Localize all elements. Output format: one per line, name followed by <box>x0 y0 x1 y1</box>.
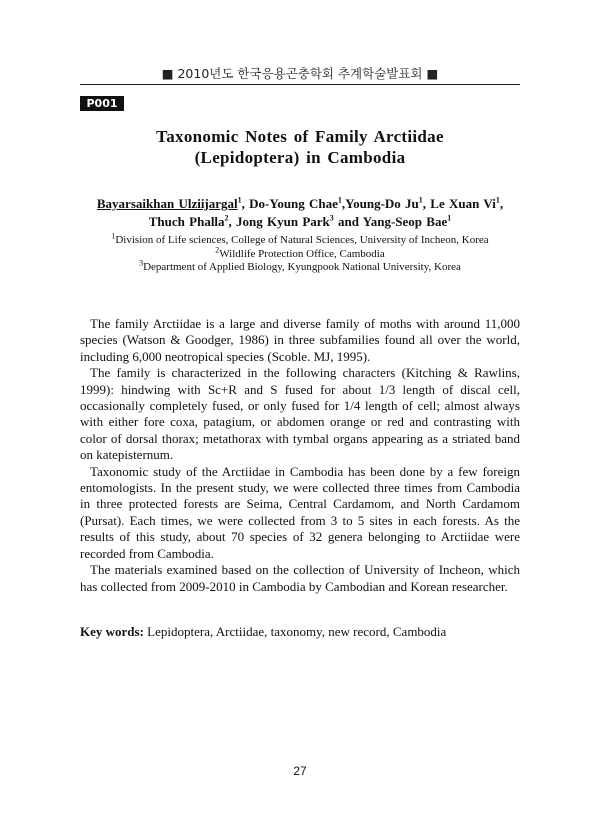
author-name: Thuch Phalla <box>148 214 225 229</box>
affiliation-item <box>80 244 520 262</box>
author-name: Bayarsaikhan Ulziijargal <box>96 196 238 211</box>
author-separator: , <box>341 196 346 211</box>
affiliation-mark: 2 <box>215 244 220 254</box>
affiliation-item <box>80 231 520 248</box>
affiliation-item <box>80 258 520 275</box>
title-line-1: Taxonomic Notes of Family Arctiidae <box>156 127 444 146</box>
author-list <box>80 195 520 231</box>
author-name: Young-Do Ju <box>345 196 419 211</box>
affiliation-mark: 1 <box>111 231 116 241</box>
author-affil-mark: 1 <box>495 195 500 205</box>
author-separator: , <box>241 196 250 211</box>
author-name: Do-Young Chae <box>249 196 338 211</box>
conference-header: ■ 2010년도 한국응용곤충학회 추계학술발표회 ■ <box>161 66 439 81</box>
author-line-2 <box>80 213 520 231</box>
author-separator: , <box>228 214 237 229</box>
author-line-1 <box>80 195 520 213</box>
author-affil-mark: 1 <box>237 195 242 205</box>
author-affil-mark: 2 <box>224 213 229 223</box>
author-affil-mark: 1 <box>418 195 423 205</box>
keywords-text: Lepidoptera, Arctiidae, taxonomy, new record, Cambodia <box>143 624 447 639</box>
poster-id-badge: P001 <box>80 96 124 111</box>
abstract-paragraph: The materials examined based on the collection of University of Incheon, which has collected from 2009-2010 in Cambodia by Cambodian and Korean researcher. <box>80 562 520 594</box>
abstract-paragraph: The family is characterized in the following characters (Kitching & Rawlins, 1999): hindwing with Sc+R and S fused for about 1/3 length of discal cell, occasionally completely fused, or only fused for 1/4 length of cell; almost always with either fore coxa, patagium, or abdomen orange or red and contrasting with color of dorsal thorax; metathorax with tymbal organs appearing as a striated band on katepisternum. <box>80 365 520 463</box>
author-name: Jong Kyun Park <box>236 214 330 229</box>
author-name: Le Xuan Vi <box>430 196 496 211</box>
author-name: Yang-Seop Bae <box>362 214 448 229</box>
author-affil-mark: 3 <box>329 213 334 223</box>
affiliation-text: Wildlife Protection Office, Cambodia <box>219 247 385 260</box>
affiliation-list <box>80 231 520 275</box>
author-separator: and <box>333 214 363 229</box>
abstract-body <box>80 316 520 595</box>
page-number: 27 <box>293 764 307 778</box>
author-affil-mark: 1 <box>447 213 452 223</box>
affiliation-text: Division of Life sciences, College of Natural Sciences, University of Incheon, Korea <box>115 234 489 246</box>
author-separator: , <box>499 196 504 211</box>
header-rule <box>80 84 520 85</box>
paper-title <box>80 126 520 168</box>
affiliation-text: Department of Applied Biology, Kyungpook National University, Korea <box>143 261 461 273</box>
keywords-label: Key words: <box>80 624 144 639</box>
affiliation-mark: 3 <box>139 258 144 268</box>
abstract-paragraph: Taxonomic study of the Arctiidae in Cambodia has been done by a few foreign entomologists. In the present study, we were collected three times from Cambodia in three protected forests are Seima, Central Cardamom, and North Cardamom (Pursat). Each times, we were collected from 3 to 5 sites in each forests. As the results of this study, about 70 species of 32 genera belonging to Arctiidae were recorded from Cambodia. <box>80 463 520 561</box>
author-affil-mark: 1 <box>337 195 342 205</box>
author-separator: , <box>422 196 431 211</box>
title-line-2: (Lepidoptera) in Cambodia <box>194 148 406 167</box>
abstract-paragraph: The family Arctiidae is a large and diverse family of moths with around 11,000 species (Watson & Goodger, 1986) in three subfamilies found all over the world, including 6,000 neotropical species (Scoble. MJ, 1995). <box>80 316 520 364</box>
keywords <box>80 624 520 640</box>
